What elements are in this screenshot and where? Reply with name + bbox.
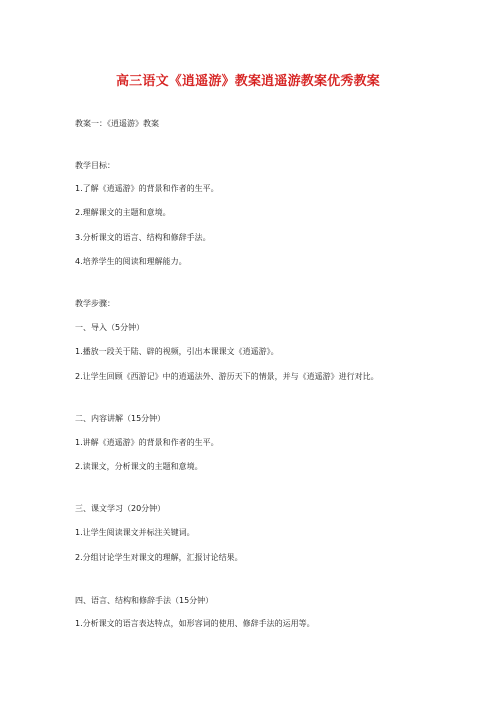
objective-item: 1.了解《逍遥游》的背景和作者的生平。 <box>75 184 219 193</box>
step-item: 1.播放一段关于陆、辟的视频，引出本课课文《逍遥游》。 <box>75 347 279 356</box>
section-heading: 一、导入（5分钟） <box>75 323 145 332</box>
section-heading: 三、课文学习（20分钟） <box>75 504 166 513</box>
steps-heading: 教学步骤： <box>75 299 115 308</box>
step-item: 1.讲解《逍遥游》的背景和作者的生平。 <box>75 438 219 447</box>
section-heading: 二、内容讲解（15分钟） <box>75 414 166 423</box>
objective-item: 3.分析课文的语言、结构和修辞手法。 <box>75 233 211 242</box>
objectives-heading: 教学目标： <box>75 161 115 170</box>
step-item: 1.让学生阅读课文并标注关键词。 <box>75 528 195 537</box>
step-item: 2.分组讨论学生对课文的理解，汇报讨论结果。 <box>75 553 243 562</box>
step-item: 2.读课文，分析课文的主题和意境。 <box>75 462 203 471</box>
lesson-heading: 教案一：《逍遥游》教案 <box>75 119 159 128</box>
objective-item: 2.理解课文的主题和意境。 <box>75 208 171 217</box>
objective-item: 4.培养学生的阅读和理解能力。 <box>75 257 187 266</box>
document-title: 高三语文《逍遥游》教案逍遥游教案优秀教案 <box>115 74 380 89</box>
step-item: 2.让学生回顾《西游记》中的逍遥法外、游历天下的情景，并与《逍遥游》进行对比。 <box>75 372 379 381</box>
section-heading: 四、语言、结构和修辞手法（15分钟） <box>75 596 214 605</box>
step-item: 1.分析课文的语言表达特点，如形容词的使用、修辞手法的运用等。 <box>75 619 315 628</box>
